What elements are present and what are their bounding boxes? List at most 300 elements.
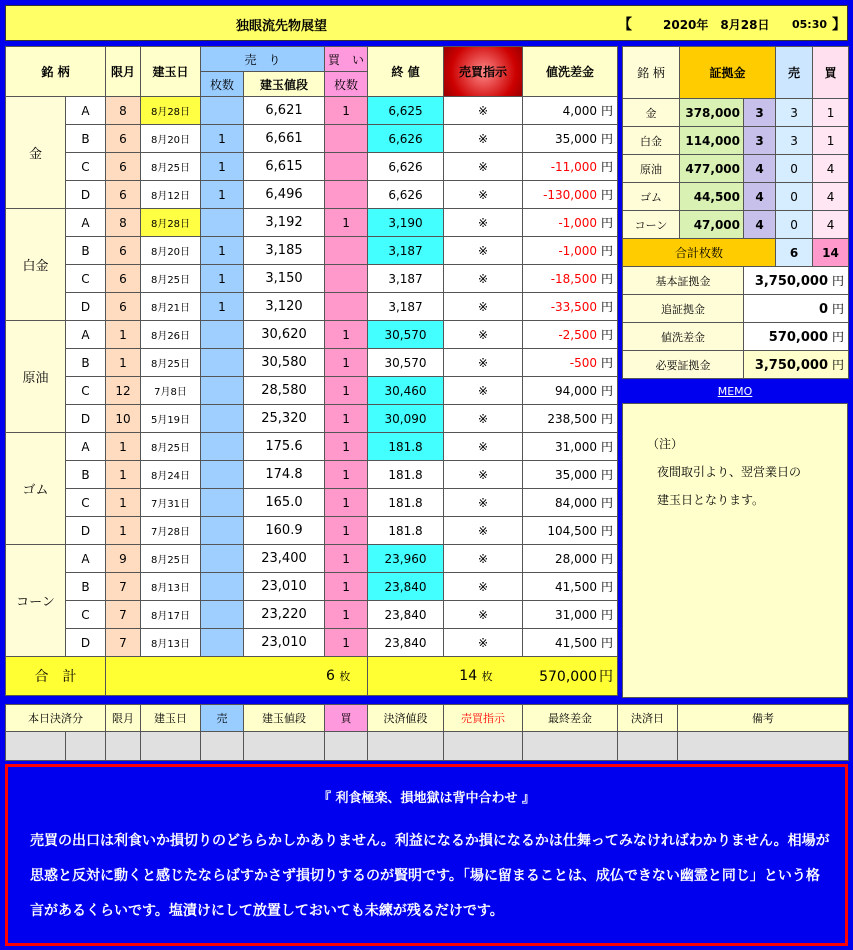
row-code: A [66, 321, 106, 349]
row-limit: 1 [106, 321, 141, 349]
row-yen: 円 [601, 636, 614, 650]
row-mark: ※ [444, 265, 523, 293]
table-row [6, 265, 618, 293]
summary-row [623, 323, 849, 351]
row-buy: 1 [325, 405, 368, 433]
col-diff: 値洗差金 [523, 47, 618, 97]
table-row [6, 517, 618, 545]
row-close: 3,187 [368, 237, 444, 265]
row-date: 8月28日 [141, 209, 201, 237]
row-yen: 円 [601, 608, 614, 622]
row-mark: ※ [444, 321, 523, 349]
row-sell [201, 433, 244, 461]
side-col-brand: 銘 柄 [623, 47, 680, 99]
row-mark: ※ [444, 125, 523, 153]
row-sell: 1 [201, 181, 244, 209]
table-row [6, 489, 618, 517]
side-col-buy: 買 [813, 47, 849, 99]
row-yen: 円 [601, 524, 614, 538]
row-price: 23,220 [244, 601, 325, 629]
settlement-col: 建玉値段 [244, 705, 325, 732]
row-price: 6,621 [244, 97, 325, 125]
margin-value: 47,000 [680, 211, 744, 239]
table-row [6, 97, 618, 125]
margin-total-label: 合計枚数 [623, 239, 776, 267]
memo-panel [622, 403, 848, 698]
row-sell [201, 377, 244, 405]
total-sell-unit: 枚 [339, 670, 351, 683]
row-buy [325, 237, 368, 265]
row-close: 6,625 [368, 97, 444, 125]
row-limit: 7 [106, 573, 141, 601]
row-sell [201, 545, 244, 573]
row-yen: 円 [601, 328, 614, 342]
table-row [6, 461, 618, 489]
row-yen: 円 [601, 496, 614, 510]
memo-line-2: 建玉日となります。 [657, 493, 765, 507]
row-close: 6,626 [368, 153, 444, 181]
row-limit: 1 [106, 517, 141, 545]
row-sell [201, 629, 244, 657]
row-price: 23,010 [244, 629, 325, 657]
row-diff: 94,000 [555, 384, 598, 398]
row-yen: 円 [601, 160, 614, 174]
table-row [6, 433, 618, 461]
row-diff: -1,000 [558, 216, 598, 230]
row-buy: 1 [325, 209, 368, 237]
settlement-cell[interactable] [523, 732, 618, 761]
row-date: 8月17日 [141, 601, 201, 629]
row-diff: 31,000 [555, 440, 598, 454]
row-sell [201, 517, 244, 545]
col-instruction: 売買指示 [444, 47, 523, 97]
margin-brand: 白金 [623, 127, 680, 155]
row-price: 30,620 [244, 321, 325, 349]
table-row [6, 573, 618, 601]
row-yen: 円 [601, 300, 614, 314]
margin-count: 3 [744, 127, 776, 155]
margin-buy: 1 [813, 99, 849, 127]
row-close: 3,187 [368, 293, 444, 321]
row-yen: 円 [601, 272, 614, 286]
row-diff: -1,000 [558, 244, 598, 258]
total-buy-unit: 枚 [481, 670, 493, 683]
row-price: 3,150 [244, 265, 325, 293]
row-code: D [66, 293, 106, 321]
row-yen: 円 [601, 356, 614, 370]
table-row [6, 601, 618, 629]
row-price: 6,496 [244, 181, 325, 209]
row-sell: 1 [201, 237, 244, 265]
row-buy: 1 [325, 517, 368, 545]
row-date: 8月25日 [141, 545, 201, 573]
bracket-right: 】 [832, 17, 846, 33]
row-diff: -33,500 [550, 300, 598, 314]
row-limit: 1 [106, 489, 141, 517]
settlement-col: 決済日 [618, 705, 678, 732]
row-limit: 6 [106, 265, 141, 293]
col-limit: 限月 [106, 47, 141, 97]
settlement-col: 本日決済分 [6, 705, 106, 732]
row-mark: ※ [444, 237, 523, 265]
margin-brand: 原油 [623, 155, 680, 183]
row-code: B [66, 125, 106, 153]
summary-value: 3,750,000 [754, 274, 829, 289]
table-row [6, 629, 618, 657]
summary-row [623, 295, 849, 323]
row-limit: 6 [106, 237, 141, 265]
row-buy: 1 [325, 321, 368, 349]
margin-sell: 0 [776, 211, 813, 239]
table-row [6, 545, 618, 573]
summary-yen: 円 [832, 302, 845, 316]
row-buy [325, 293, 368, 321]
row-code: C [66, 601, 106, 629]
row-date: 8月20日 [141, 125, 201, 153]
row-yen: 円 [601, 552, 614, 566]
row-price: 28,580 [244, 377, 325, 405]
row-mark: ※ [444, 461, 523, 489]
row-price: 23,010 [244, 573, 325, 601]
row-sell: 1 [201, 153, 244, 181]
settlement-cell[interactable] [106, 732, 141, 761]
memo-link[interactable]: MEMO [622, 381, 848, 403]
settlement-cell[interactable] [444, 732, 523, 761]
row-code: B [66, 573, 106, 601]
row-date: 8月24日 [141, 461, 201, 489]
margin-row [623, 183, 849, 211]
row-yen: 円 [601, 412, 614, 426]
row-close: 23,960 [368, 545, 444, 573]
row-date: 8月28日 [141, 97, 201, 125]
summary-row [623, 267, 849, 295]
row-date: 8月13日 [141, 629, 201, 657]
row-date: 8月26日 [141, 321, 201, 349]
table-row [6, 349, 618, 377]
table-row [6, 209, 618, 237]
positions-table [5, 46, 618, 696]
summary-label: 値洗差金 [623, 323, 744, 351]
row-limit: 6 [106, 181, 141, 209]
col-price: 建玉値段 [244, 72, 325, 97]
row-diff: -2,500 [558, 328, 598, 342]
row-sell [201, 321, 244, 349]
row-sell [201, 489, 244, 517]
row-limit: 12 [106, 377, 141, 405]
row-diff: 28,000 [555, 552, 598, 566]
row-yen: 円 [601, 104, 614, 118]
row-buy: 1 [325, 349, 368, 377]
settlement-col: 売 [201, 705, 244, 732]
row-date: 8月25日 [141, 433, 201, 461]
row-diff: 104,500 [547, 524, 598, 538]
summary-row [623, 351, 849, 379]
row-mark: ※ [444, 209, 523, 237]
row-close: 30,570 [368, 349, 444, 377]
row-date: 7月31日 [141, 489, 201, 517]
summary-yen: 円 [832, 274, 845, 288]
settlement-cell[interactable] [141, 732, 201, 761]
row-buy [325, 125, 368, 153]
row-sell [201, 97, 244, 125]
row-yen: 円 [601, 132, 614, 146]
row-price: 3,120 [244, 293, 325, 321]
col-buy-count: 枚数 [325, 72, 368, 97]
row-close: 30,570 [368, 321, 444, 349]
total-sell-count: 6 [326, 668, 335, 684]
margin-buy: 4 [813, 183, 849, 211]
row-buy: 1 [325, 601, 368, 629]
margin-sell: 0 [776, 155, 813, 183]
row-sell [201, 349, 244, 377]
margin-buy: 4 [813, 211, 849, 239]
row-buy [325, 265, 368, 293]
row-yen: 円 [601, 384, 614, 398]
row-limit: 6 [106, 125, 141, 153]
table-row [6, 377, 618, 405]
row-limit: 9 [106, 545, 141, 573]
summary-label: 必要証拠金 [623, 351, 744, 379]
message-body: 売買の出口は利食いか損切りのどちらかしかありません。利益になるか損になるかは仕舞ってみなければわかりません。相場が思惑と反対に動くと感じたならばすかさず損切りするのが賢明です。「場に留まることは、成仏できない幽霊と同じ」という格言があるくらいです。塩漬けにして放置しておいても未練が残るだけです。 [30, 833, 830, 919]
row-buy: 1 [325, 97, 368, 125]
row-mark: ※ [444, 153, 523, 181]
row-diff: 31,000 [555, 608, 598, 622]
settlement-col: 決済値段 [368, 705, 444, 732]
row-code: A [66, 209, 106, 237]
row-date: 8月25日 [141, 349, 201, 377]
row-date: 8月21日 [141, 293, 201, 321]
row-sell: 1 [201, 265, 244, 293]
row-code: D [66, 517, 106, 545]
row-date: 5月19日 [141, 405, 201, 433]
commodity-name: ゴム [6, 433, 66, 545]
margin-value: 378,000 [680, 99, 744, 127]
row-buy: 1 [325, 461, 368, 489]
row-yen: 円 [601, 440, 614, 454]
row-limit: 6 [106, 293, 141, 321]
margin-count: 3 [744, 99, 776, 127]
col-date: 建玉日 [141, 47, 201, 97]
row-sell [201, 601, 244, 629]
margin-row [623, 155, 849, 183]
row-code: B [66, 349, 106, 377]
settlement-cell[interactable] [66, 732, 106, 761]
row-sell: 1 [201, 293, 244, 321]
col-brand: 銘 柄 [6, 47, 106, 97]
summary-value: 570,000 [768, 330, 829, 345]
settlement-col: 買 [325, 705, 368, 732]
commodity-name: コーン [6, 545, 66, 657]
margin-value: 44,500 [680, 183, 744, 211]
row-price: 160.9 [244, 517, 325, 545]
message-panel [5, 764, 848, 946]
row-buy: 1 [325, 573, 368, 601]
row-mark: ※ [444, 181, 523, 209]
margin-sell: 3 [776, 99, 813, 127]
row-mark: ※ [444, 573, 523, 601]
col-buy: 買 い [325, 47, 368, 72]
row-limit: 8 [106, 97, 141, 125]
row-limit: 1 [106, 349, 141, 377]
settlement-cell[interactable] [201, 732, 244, 761]
row-yen: 円 [601, 188, 614, 202]
commodity-name: 白金 [6, 209, 66, 321]
row-buy: 1 [325, 377, 368, 405]
settlement-cell[interactable] [618, 732, 678, 761]
row-price: 25,320 [244, 405, 325, 433]
row-diff: -130,000 [543, 188, 598, 202]
row-code: D [66, 405, 106, 433]
margin-total-buy: 14 [813, 239, 849, 267]
margin-brand: コーン [623, 211, 680, 239]
page-title: 独眼流先物展望 [236, 19, 328, 34]
row-limit: 7 [106, 629, 141, 657]
row-mark: ※ [444, 405, 523, 433]
row-mark: ※ [444, 629, 523, 657]
row-mark: ※ [444, 97, 523, 125]
row-close: 181.8 [368, 433, 444, 461]
margin-count: 4 [744, 155, 776, 183]
row-diff: 35,000 [555, 468, 598, 482]
table-row [6, 153, 618, 181]
summary-yen: 円 [832, 330, 845, 344]
row-mark: ※ [444, 433, 523, 461]
row-date: 8月13日 [141, 573, 201, 601]
row-diff: 41,500 [555, 636, 598, 650]
row-code: D [66, 181, 106, 209]
margin-value: 477,000 [680, 155, 744, 183]
header-date: 2020年 8月28日 [663, 18, 770, 32]
row-yen: 円 [601, 468, 614, 482]
row-diff: 4,000 [562, 104, 598, 118]
row-date: 8月20日 [141, 237, 201, 265]
total-yen: 円 [599, 669, 614, 685]
summary-value: 0 [818, 302, 829, 317]
row-limit: 1 [106, 433, 141, 461]
margin-brand: ゴム [623, 183, 680, 211]
row-date: 8月12日 [141, 181, 201, 209]
row-mark: ※ [444, 377, 523, 405]
row-code: C [66, 489, 106, 517]
settlement-col: 売買指示 [444, 705, 523, 732]
commodity-name: 金 [6, 97, 66, 209]
table-row [6, 181, 618, 209]
margin-row [623, 127, 849, 155]
row-sell [201, 573, 244, 601]
row-price: 6,661 [244, 125, 325, 153]
summary-label: 基本証拠金 [623, 267, 744, 295]
margin-sell: 0 [776, 183, 813, 211]
total-label: 合 計 [6, 657, 106, 696]
row-diff: -500 [569, 356, 598, 370]
side-col-margin: 証拠金 [680, 47, 776, 99]
margin-value: 114,000 [680, 127, 744, 155]
row-code: A [66, 97, 106, 125]
row-close: 3,187 [368, 265, 444, 293]
row-limit: 7 [106, 601, 141, 629]
row-close: 181.8 [368, 461, 444, 489]
row-buy [325, 181, 368, 209]
row-yen: 円 [601, 580, 614, 594]
page-header [5, 5, 848, 41]
row-close: 30,090 [368, 405, 444, 433]
row-buy [325, 153, 368, 181]
row-price: 23,400 [244, 545, 325, 573]
row-code: C [66, 153, 106, 181]
row-price: 174.8 [244, 461, 325, 489]
row-mark: ※ [444, 601, 523, 629]
row-code: B [66, 461, 106, 489]
margin-sell: 3 [776, 127, 813, 155]
row-diff: 84,000 [555, 496, 598, 510]
row-date: 7月28日 [141, 517, 201, 545]
table-row [6, 321, 618, 349]
row-yen: 円 [601, 216, 614, 230]
row-price: 3,185 [244, 237, 325, 265]
row-close: 3,190 [368, 209, 444, 237]
margin-count: 4 [744, 211, 776, 239]
col-close: 終 値 [368, 47, 444, 97]
row-sell [201, 461, 244, 489]
table-row [6, 293, 618, 321]
row-buy: 1 [325, 545, 368, 573]
row-mark: ※ [444, 489, 523, 517]
margin-row [623, 99, 849, 127]
side-col-sell: 売 [776, 47, 813, 99]
row-sell [201, 405, 244, 433]
row-price: 175.6 [244, 433, 325, 461]
memo-note: （注） [647, 437, 684, 451]
row-limit: 8 [106, 209, 141, 237]
row-date: 8月25日 [141, 153, 201, 181]
margin-total-sell: 6 [776, 239, 813, 267]
margin-count: 4 [744, 183, 776, 211]
message-title: 『 利食極楽、損地獄は背中合わせ 』 [317, 791, 536, 806]
row-close: 6,626 [368, 125, 444, 153]
total-diff: 570,000 [539, 669, 598, 685]
row-code: C [66, 377, 106, 405]
row-code: A [66, 545, 106, 573]
settlement-table [5, 704, 849, 761]
row-date: 8月25日 [141, 265, 201, 293]
row-diff: 41,500 [555, 580, 598, 594]
summary-yen: 円 [832, 358, 845, 372]
row-sell: 1 [201, 125, 244, 153]
row-code: B [66, 237, 106, 265]
settlement-cell[interactable] [678, 732, 849, 761]
settlement-cell[interactable] [6, 732, 66, 761]
row-close: 181.8 [368, 489, 444, 517]
settlement-cell[interactable] [368, 732, 444, 761]
row-limit: 1 [106, 461, 141, 489]
settlement-cell[interactable] [244, 732, 325, 761]
row-limit: 10 [106, 405, 141, 433]
settlement-cell[interactable] [325, 732, 368, 761]
settlement-col: 備考 [678, 705, 849, 732]
row-code: A [66, 433, 106, 461]
row-mark: ※ [444, 293, 523, 321]
margin-buy: 4 [813, 155, 849, 183]
memo-line-1: 夜間取引より、翌営業日の [657, 465, 802, 479]
row-close: 23,840 [368, 601, 444, 629]
settlement-col: 限月 [106, 705, 141, 732]
row-diff: 35,000 [555, 132, 598, 146]
row-sell [201, 209, 244, 237]
row-price: 30,580 [244, 349, 325, 377]
table-row [6, 405, 618, 433]
total-buy-count: 14 [459, 668, 478, 684]
margin-brand: 金 [623, 99, 680, 127]
